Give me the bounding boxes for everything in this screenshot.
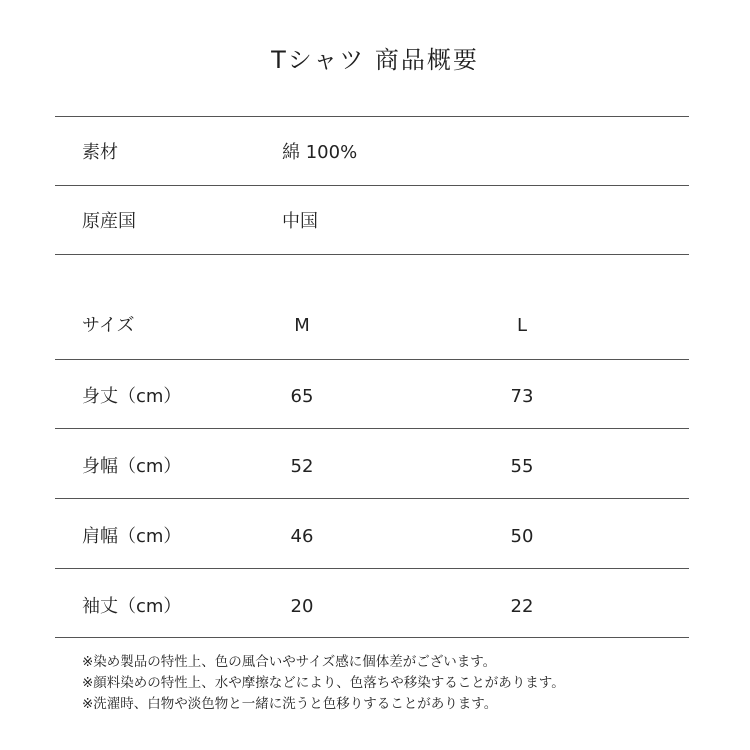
divider-top <box>55 116 689 117</box>
divider <box>55 254 689 255</box>
spec-label: 素材 <box>82 142 118 163</box>
divider <box>55 185 689 186</box>
spec-row-origin <box>82 207 682 237</box>
note-line: ※顔料染めの特性上、水や摩擦などにより、色落ちや移染することがあります。 <box>82 675 565 691</box>
table-row <box>82 592 682 622</box>
row-label: 袖丈（cm） <box>82 596 182 617</box>
table-row <box>82 382 682 412</box>
size-header-label: サイズ <box>82 315 135 336</box>
divider <box>55 498 689 499</box>
spec-row-material <box>82 138 682 168</box>
row-value-l: 55 <box>510 456 534 477</box>
divider <box>55 428 689 429</box>
spec-value: 中国 <box>282 211 318 232</box>
note-line: ※染め製品の特性上、色の風合いやサイズ感に個体差がございます。 <box>82 654 497 670</box>
row-label: 身丈（cm） <box>82 386 182 407</box>
row-value-m: 20 <box>290 596 314 617</box>
note-line: ※洗濯時、白物や淡色物と一緒に洗うと色移りすることがあります。 <box>82 696 498 712</box>
divider-bottom <box>55 637 689 638</box>
row-value-l: 22 <box>510 596 534 617</box>
divider <box>55 568 689 569</box>
row-label: 肩幅（cm） <box>82 526 182 547</box>
spec-label: 原産国 <box>82 211 136 232</box>
divider <box>55 359 689 360</box>
spec-value: 綿 100% <box>282 142 358 163</box>
table-row <box>82 452 682 482</box>
row-value-m: 46 <box>290 526 314 547</box>
row-value-l: 73 <box>510 386 534 407</box>
size-header-m: M <box>294 315 310 336</box>
care-notes <box>82 652 722 715</box>
row-label: 身幅（cm） <box>82 456 182 477</box>
table-row <box>82 522 682 552</box>
row-value-m: 52 <box>290 456 314 477</box>
page-title: Tシャツ 商品概要 <box>271 46 479 74</box>
size-header-l: L <box>516 315 528 336</box>
size-table-header <box>82 311 682 341</box>
row-value-l: 50 <box>510 526 534 547</box>
row-value-m: 65 <box>290 386 314 407</box>
